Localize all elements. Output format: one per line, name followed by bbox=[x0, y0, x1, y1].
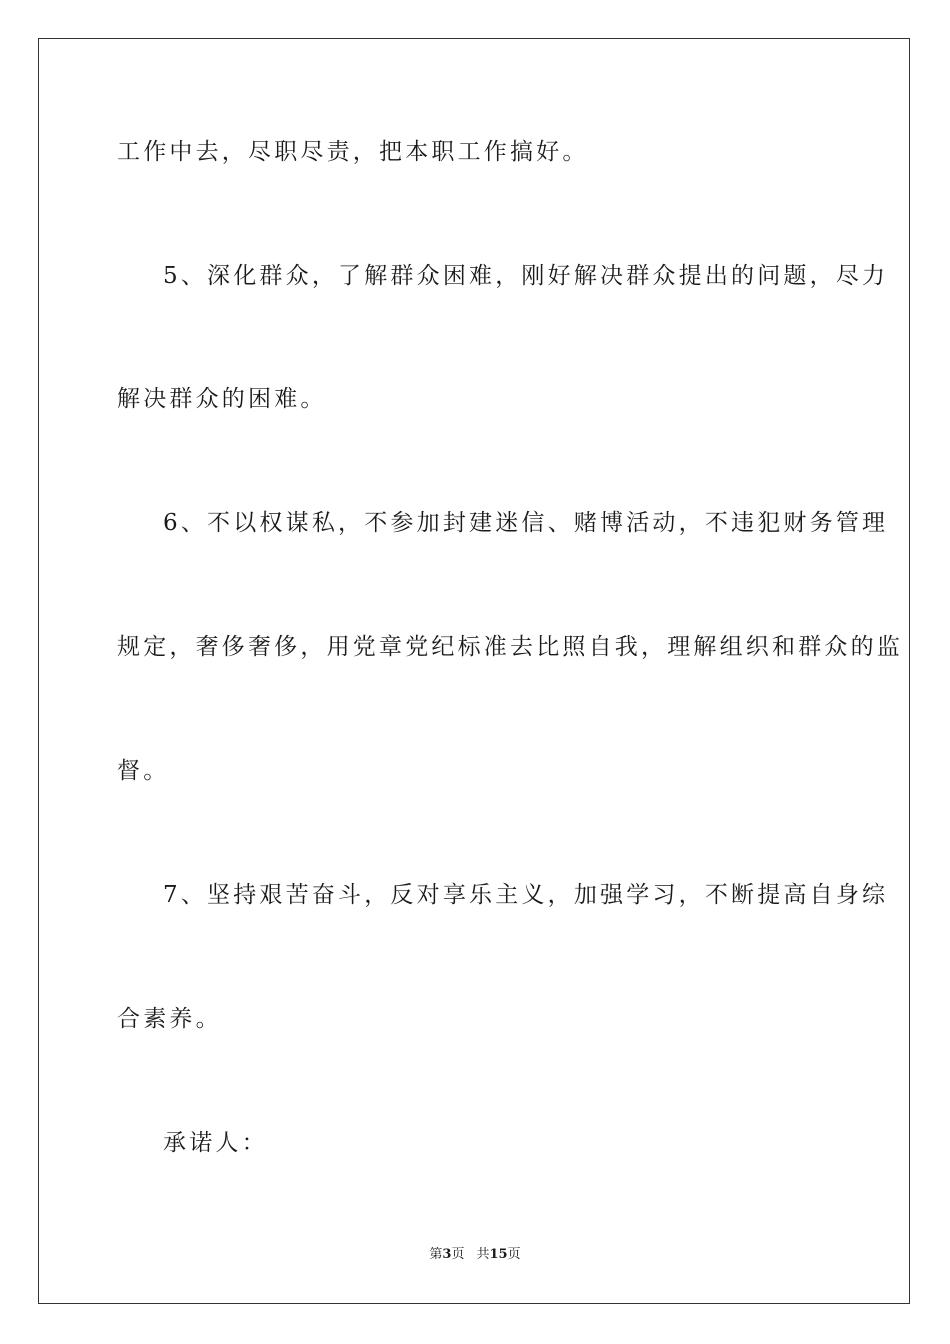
paragraph-line-7: 7、坚持艰苦奋斗，反对享乐主义，加强学习，不断提高自身综 bbox=[163, 882, 889, 908]
page-suffix: 页 bbox=[451, 1247, 465, 1262]
total-suffix: 页 bbox=[507, 1247, 521, 1262]
paragraph-line-5: 规定，奢侈奢侈，用党章党纪标准去比照自我，理解组织和群众的监 bbox=[117, 634, 903, 660]
paragraph-line-6: 督。 bbox=[117, 758, 170, 784]
total-prefix: 共 bbox=[476, 1247, 490, 1262]
paragraph-line-3: 解决群众的困难。 bbox=[117, 386, 327, 412]
page-prefix: 第 bbox=[429, 1247, 443, 1262]
paragraph-line-2: 5、深化群众，了解群众困难，刚好解决群众提出的问题，尽力 bbox=[163, 263, 889, 289]
page-footer bbox=[0, 1246, 950, 1264]
total-page-number: 15 bbox=[489, 1247, 508, 1262]
paragraph-line-4: 6、不以权谋私，不参加封建迷信、赌博活动，不违犯财务管理 bbox=[163, 510, 889, 536]
paragraph-line-1: 工作中去，尽职尽责，把本职工作搞好。 bbox=[117, 139, 589, 165]
current-page-number: 3 bbox=[442, 1247, 452, 1262]
paragraph-line-8: 合素养。 bbox=[117, 1006, 222, 1032]
signature-label: 承诺人： bbox=[163, 1130, 268, 1156]
page-border bbox=[38, 38, 910, 1304]
